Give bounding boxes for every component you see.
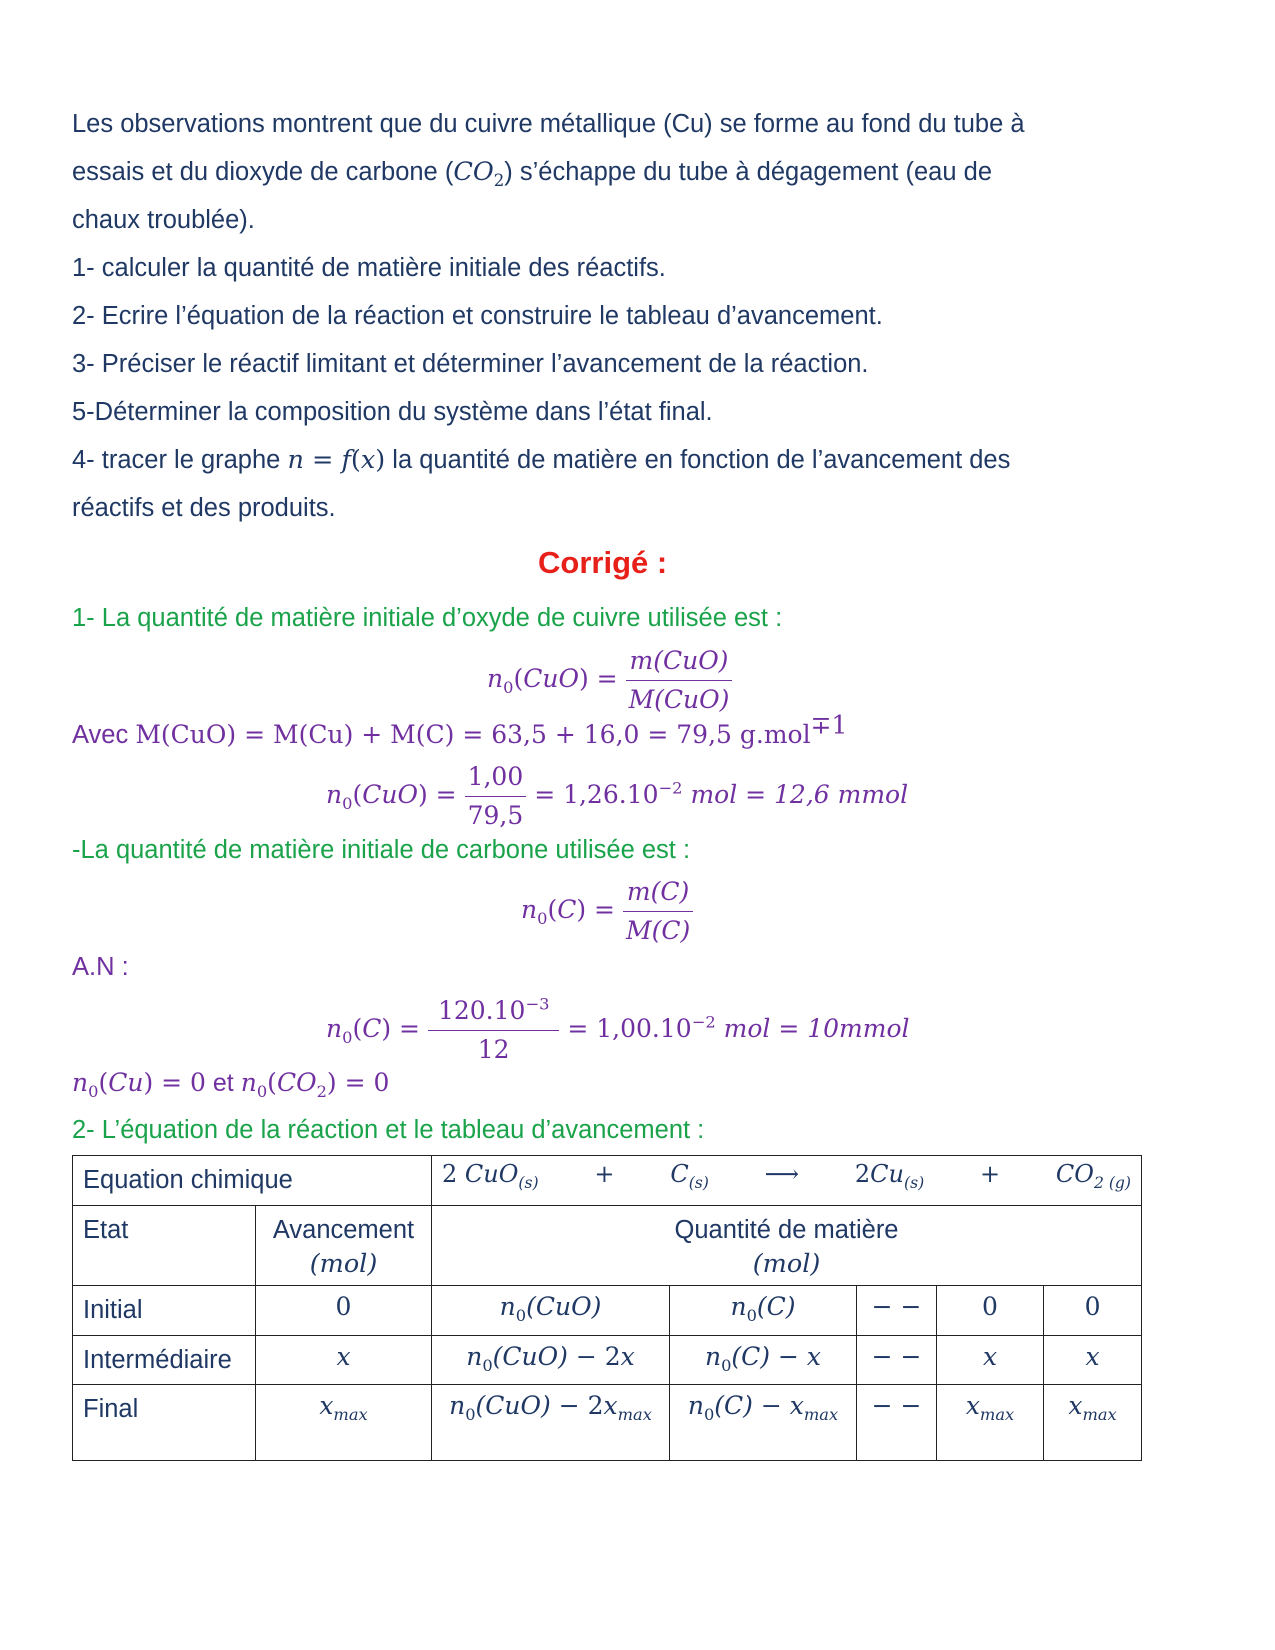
molar-mass-line: Avec M(CuO) = M(Cu) + M(C) = 63,5 + 16,0 = 79,5 g.mol$^{\mp 1}$ <box>72 710 848 749</box>
table-row-initial: Initial 0 $n_0(CuO)$ $n_0(C)$ − − 0 0 <box>73 1286 1142 1336</box>
molar-mass-formula: M(CuO) = M(Cu) + M(C) = 63,5 + 16,0 = 79,5 g.mol <box>135 720 811 749</box>
avancement-header: Avancement (mol) <box>256 1206 432 1286</box>
an-label: A.N : <box>72 953 129 981</box>
intro-line-2: essais et du dioxyde de carbone $(CO_2)$ s’échappe du tube à dégagement (eau de <box>72 157 992 191</box>
formula-n0-cuo: $n_0(CuO)$ = $\frac{\text{m(CuO)}}{\text{M(CuO)}}$ <box>487 642 732 719</box>
chemical-equation: 2 CuO$_{(s)}$ + $C_{(s)}$ ⟶ $2Cu_{(s)}$ + $CO_2$ $_{(g)}$ <box>432 1156 1142 1206</box>
question-5: 5-Déterminer la composition du système dans l’état final. <box>72 398 713 426</box>
table-row-intermediate: Intermédiaire x $n_0(CuO) - 2x$ $n_0(C) - x$ − − x x <box>73 1336 1142 1385</box>
co2-formula: $CO_2$ <box>453 157 505 191</box>
cuo-calculation: $n_0(CuO)$ = $\frac{1,00}{79,5}$ = $1,26.10^{-2}$ mol = 12,6 mmol <box>326 758 908 835</box>
quantite-header: Quantité de matière (mol) <box>432 1206 1142 1286</box>
c-calculation: $n_0(C)$ = $\frac{120.10^{-3}}{12}$ = $1,00.10^{-2}$ mol = 10mmol <box>326 992 910 1069</box>
section-1-heading: 1- La quantité de matière initiale d’oxyde de cuivre utilisée est : <box>72 604 783 632</box>
corrige-title: Corrigé : <box>538 545 668 580</box>
intro-paragraph <box>72 100 1202 532</box>
etat-header: Etat <box>73 1206 256 1286</box>
products-initial: $n_0(Cu) = 0$ et $n_0(CO_2) = 0$ <box>72 1068 390 1101</box>
formula-n0-c: $n_0(C)$ = $\frac{m(C)}{M(C)}$ <box>521 873 693 950</box>
table-row-final: Final $x_{max}$ $n_0(CuO) - 2x_{max}$ $n_0(C) - x_{max}$ − − $x_{max}$ $x_{max}$ <box>73 1385 1142 1461</box>
question-1: 1- calculer la quantité de matière initiale des réactifs. <box>72 254 666 282</box>
question-3: 3- Préciser le réactif limitant et déterminer l’avancement de la réaction. <box>72 350 869 378</box>
equation-label: Equation chimique <box>73 1156 432 1206</box>
question-4-cont: réactifs et des produits. <box>72 494 336 522</box>
intro-line-3: chaux troublée). <box>72 206 255 234</box>
graph-formula: n = f(x) <box>287 445 386 475</box>
advancement-table <box>72 1155 1142 1461</box>
section-2-heading: 2- L’équation de la réaction et le tableau d’avancement : <box>72 1116 705 1144</box>
question-2: 2- Ecrire l’équation de la réaction et construire le tableau d’avancement. <box>72 302 883 330</box>
section-carbon-heading: -La quantité de matière initiale de carbone utilisée est : <box>72 836 691 864</box>
question-4: 4- tracer le graphe n = f(x) la quantité de matière en fonction de l’avancement des <box>72 445 1011 475</box>
intro-line-1: Les observations montrent que du cuivre métallique (Cu) se forme au fond du tube à <box>72 110 1025 138</box>
